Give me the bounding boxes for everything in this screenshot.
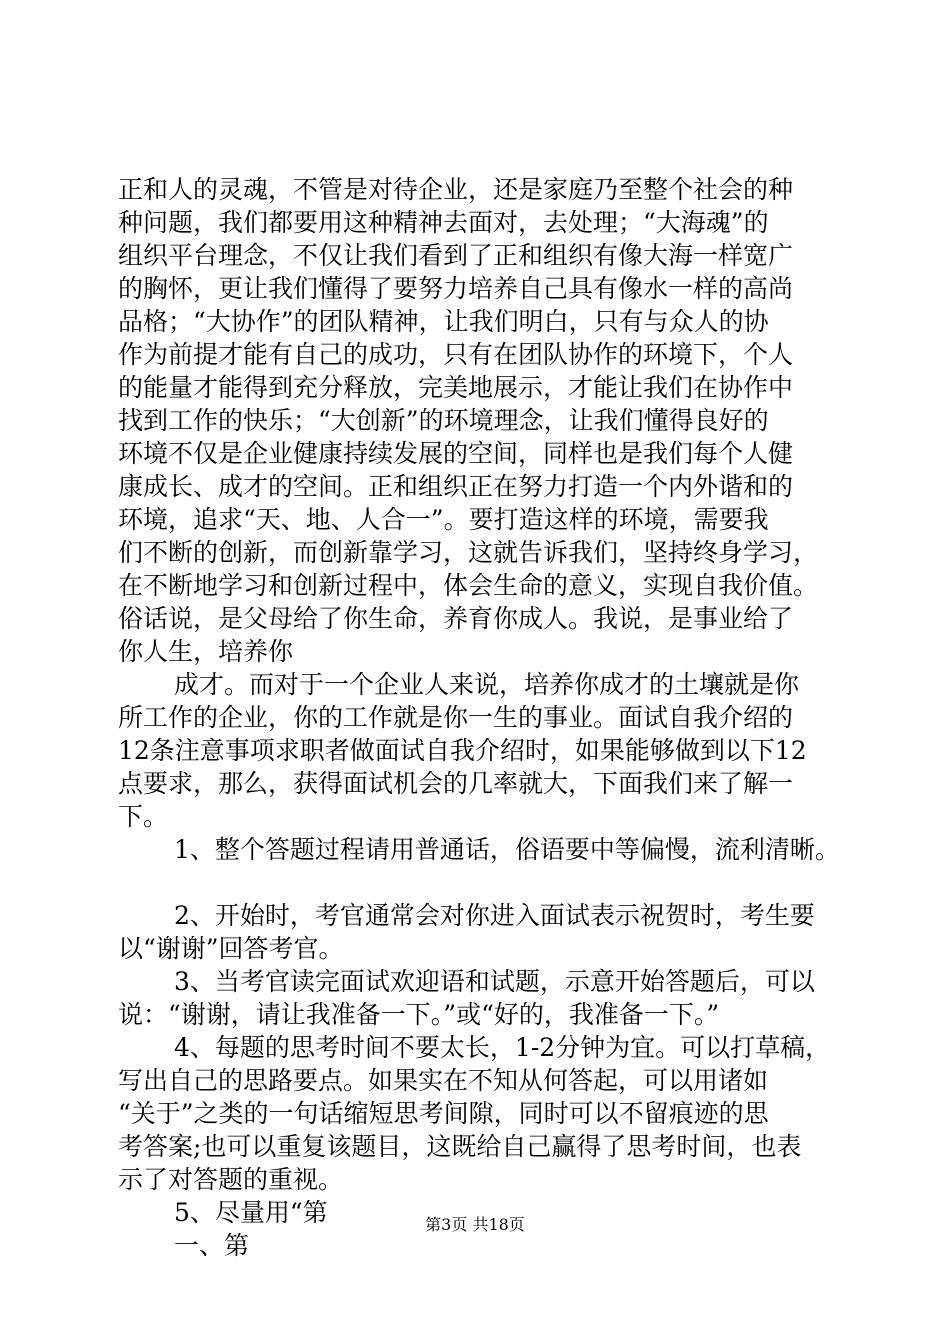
list-item: 2、开始时，考官通常会对你进入面试表示祝贺时，考生要 [174,901,815,930]
text-line: “关于”之类的一句话缩短思考间隙，同时可以不留痕迹的思 [118,1099,769,1128]
text-line: 以“谢谢”回答考官。 [118,934,344,963]
text-line: 俗话说，是父母给了你生命，养育你成人。我说，是事业给了 [118,604,794,633]
text-line: 下。 [118,802,169,831]
text-line: 所工作的企业，你的工作就是你一生的事业。面试自我介绍的 [118,703,794,732]
body-text [118,173,848,1262]
text-line: 环境不仅是企业健康持续发展的空间，同样也是我们每个人健 [118,439,794,468]
text-line: 找到工作的快乐；“大创新”的环境理念，让我们懂得良好的 [118,406,769,435]
text-line: 说：“谢谢，请让我准备一下。”或“好的，我准备一下。” [118,1000,720,1029]
text-line: 作为前提才能有自己的成功，只有在团队协作的环境下，个人 [118,340,794,369]
list-item: 5、尽量用“第 [174,1198,328,1227]
text-line: 你人生，培养你 [118,637,294,666]
list-item: 1、整个答题过程请用普通话，俗语要中等偏慢，流利清晰。 [174,835,840,864]
text-line: 种问题，我们都要用这种精神去面对，去处理；“大海魂”的 [118,208,769,237]
page-number-footer: 第3页 共18页 [425,1215,525,1234]
text-line: 12条注意事项求职者做面试自我介绍时，如果能够做到以下12 [118,736,807,765]
text-line: 点要求，那么，获得面试机会的几率就大，下面我们来了解一 [118,769,794,798]
text-line: 们不断的创新，而创新靠学习，这就告诉我们，坚持终身学习， [118,538,819,567]
text-line: 的能量才能得到充分释放，完美地展示，才能让我们在协作中 [118,373,794,402]
text-line: 在不断地学习和创新过程中，体会生命的意义，实现自我价值。 [118,571,819,600]
text-line: 成才。而对于一个企业人来说，培养你成才的土壤就是你 [174,670,800,699]
text-line: 示了对答题的重视。 [118,1165,344,1194]
paragraph-spacer [118,866,848,899]
text-line: 正和人的灵魂，不管是对待企业，还是家庭乃至整个社会的种 [118,175,794,204]
text-line: 环境，追求“天、地、人合一”。要打造这样的环境，需要我 [118,505,769,534]
text-line: 品格；“大协作”的团队精神，让我们明白，只有与众人的协 [118,307,769,336]
text-line: 的胸怀，更让我们懂得了要努力培养自己具有像水一样的高尚 [118,274,794,303]
list-item: 4、每题的思考时间不要太长，1-2分钟为宜。可以打草稿， [174,1033,831,1062]
text-line: 考答案;也可以重复该题目，这既给自己赢得了思考时间，也表 [118,1132,802,1161]
text-line: 写出自己的思路要点。如果实在不知从何答起，可以用诸如 [118,1066,769,1095]
text-line: 康成长、成才的空间。正和组织正在努力打造一个内外谐和的 [118,472,794,501]
list-item: 3、当考官读完面试欢迎语和试题，示意开始答题后，可以 [174,967,815,996]
text-line: 一、第 [174,1231,250,1260]
text-line: 组织平台理念，不仅让我们看到了正和组织有像大海一样宽广 [118,241,794,270]
